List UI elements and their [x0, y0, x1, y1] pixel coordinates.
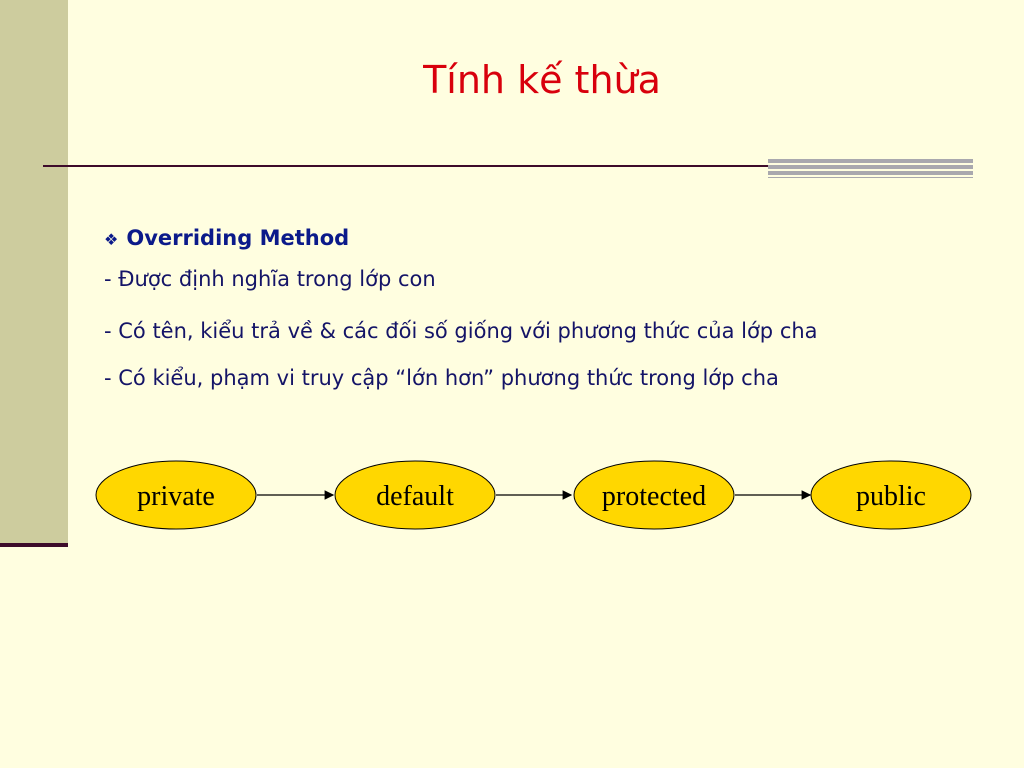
- bullet-line-2: - Có tên, kiểu trả về & các đối số giống với phương thức của lớp cha: [104, 319, 818, 343]
- bullet-line-3: - Có kiểu, phạm vi truy cập “lớn hơn” phương thức trong lớp cha: [104, 366, 779, 390]
- section-heading-text: Overriding Method: [126, 226, 350, 250]
- diamond-bullet-icon: ❖: [104, 230, 119, 249]
- node-protected: [574, 461, 734, 529]
- bullet-line-1: - Được định nghĩa trong lớp con: [104, 267, 436, 291]
- node-public: [811, 461, 971, 529]
- node-label-public: public: [856, 481, 926, 512]
- node-label-private: private: [137, 481, 215, 512]
- slide-title: Tính kế thừa: [423, 58, 661, 102]
- node-default: [335, 461, 495, 529]
- node-label-protected: protected: [601, 481, 707, 512]
- node-label-default: default: [376, 481, 454, 512]
- node-private: [96, 461, 256, 529]
